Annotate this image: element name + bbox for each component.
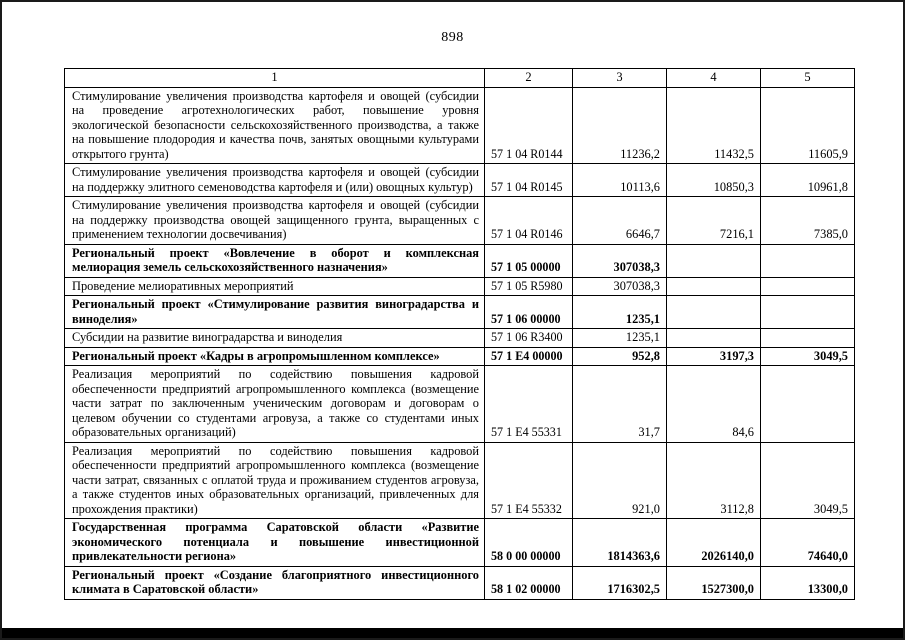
row-value-3 [761, 329, 855, 348]
row-name: Реализация мероприятий по содействию повышения кадровой обеспеченности предприятий агропромышленного комплекса (возмещение части затрат по заключенным ученическим договорам и договорам о целевом обучении со студентами агровуза, а также со студентами иных образовательных организаций) [65, 366, 485, 443]
row-name: Проведение мелиоративных мероприятий [65, 277, 485, 296]
row-code: 57 1 04 R0145 [485, 164, 573, 197]
table-header-row [65, 69, 855, 88]
row-value-1: 1235,1 [573, 296, 667, 329]
row-value-2: 2026140,0 [667, 519, 761, 567]
row-value-2 [667, 277, 761, 296]
row-value-3: 13300,0 [761, 566, 855, 599]
row-name: Реализация мероприятий по содействию повышения кадровой обеспеченности предприятий агропромышленного комплекса (возмещение части затрат, связанных с оплатой труда и проживанием студентов агровуза, а также студентов иных образовательных организаций, привлеченных для прохождения практики) [65, 442, 485, 519]
row-value-3: 11605,9 [761, 87, 855, 164]
row-name: Стимулирование увеличения производства картофеля и овощей (субсидии на поддержку производства овощей защищенного грунта, выращенных с применением технологии досвечивания) [65, 197, 485, 245]
row-value-1: 31,7 [573, 366, 667, 443]
row-value-3: 7385,0 [761, 197, 855, 245]
column-header: 4 [667, 69, 761, 88]
row-value-1: 921,0 [573, 442, 667, 519]
table-row [65, 164, 855, 197]
table-row [65, 277, 855, 296]
row-value-3 [761, 244, 855, 277]
row-code: 57 1 06 00000 [485, 296, 573, 329]
row-value-2: 11432,5 [667, 87, 761, 164]
row-value-3 [761, 366, 855, 443]
row-value-3: 10961,8 [761, 164, 855, 197]
table-row [65, 566, 855, 599]
row-code: 57 1 06 R3400 [485, 329, 573, 348]
row-code: 57 1 E4 55332 [485, 442, 573, 519]
row-value-3 [761, 277, 855, 296]
table-row [65, 366, 855, 443]
row-value-1: 307038,3 [573, 244, 667, 277]
row-value-1: 6646,7 [573, 197, 667, 245]
row-value-3: 74640,0 [761, 519, 855, 567]
row-name: Государственная программа Саратовской области «Развитие экономического потенциала и повышение инвестиционной привлекательности региона» [65, 519, 485, 567]
row-code: 58 0 00 00000 [485, 519, 573, 567]
table-row [65, 244, 855, 277]
row-value-2 [667, 296, 761, 329]
column-header: 3 [573, 69, 667, 88]
row-value-1: 10113,6 [573, 164, 667, 197]
row-value-2: 84,6 [667, 366, 761, 443]
row-code: 57 1 05 00000 [485, 244, 573, 277]
page-bottom-rule [2, 628, 903, 638]
row-value-1: 1814363,6 [573, 519, 667, 567]
row-code: 57 1 E4 55331 [485, 366, 573, 443]
row-value-2 [667, 329, 761, 348]
row-value-2: 7216,1 [667, 197, 761, 245]
row-code: 57 1 04 R0144 [485, 87, 573, 164]
row-code: 57 1 E4 00000 [485, 347, 573, 366]
page-number: 898 [441, 30, 464, 45]
row-name: Региональный проект «Кадры в агропромышленном комплексе» [65, 347, 485, 366]
row-value-1: 307038,3 [573, 277, 667, 296]
table-row [65, 442, 855, 519]
row-name: Стимулирование увеличения производства картофеля и овощей (субсидии на проведение агротехнологических работ, повышение уровня экологической безопасности сельскохозяйственного производства, а также на повышение плодородия и качества почв, занятых овощными культурами открытого грунта) [65, 87, 485, 164]
budget-table [64, 68, 855, 600]
row-value-1: 952,8 [573, 347, 667, 366]
row-value-3: 3049,5 [761, 442, 855, 519]
row-name: Региональный проект «Создание благоприятного инвестиционного климата в Саратовской области» [65, 566, 485, 599]
row-name: Стимулирование увеличения производства картофеля и овощей (субсидии на поддержку элитного семеноводства картофеля и (или) овощных культур) [65, 164, 485, 197]
column-header: 1 [65, 69, 485, 88]
row-code: 57 1 04 R0146 [485, 197, 573, 245]
row-value-2: 10850,3 [667, 164, 761, 197]
row-value-3 [761, 296, 855, 329]
row-code: 58 1 02 00000 [485, 566, 573, 599]
table-row [65, 329, 855, 348]
row-value-2 [667, 244, 761, 277]
table-row [65, 296, 855, 329]
row-code: 57 1 05 R5980 [485, 277, 573, 296]
row-value-2: 1527300,0 [667, 566, 761, 599]
row-name: Региональный проект «Стимулирование развития виноградарства и виноделия» [65, 296, 485, 329]
row-value-2: 3197,3 [667, 347, 761, 366]
row-value-2: 3112,8 [667, 442, 761, 519]
row-name: Региональный проект «Вовлечение в оборот и комплексная мелиорация земель сельскохозяйственного назначения» [65, 244, 485, 277]
column-header: 2 [485, 69, 573, 88]
row-value-1: 11236,2 [573, 87, 667, 164]
table-row [65, 87, 855, 164]
table-row [65, 347, 855, 366]
column-header: 5 [761, 69, 855, 88]
row-value-1: 1716302,5 [573, 566, 667, 599]
row-value-3: 3049,5 [761, 347, 855, 366]
table-row [65, 519, 855, 567]
row-value-1: 1235,1 [573, 329, 667, 348]
table-row [65, 197, 855, 245]
row-name: Субсидии на развитие виноградарства и виноделия [65, 329, 485, 348]
